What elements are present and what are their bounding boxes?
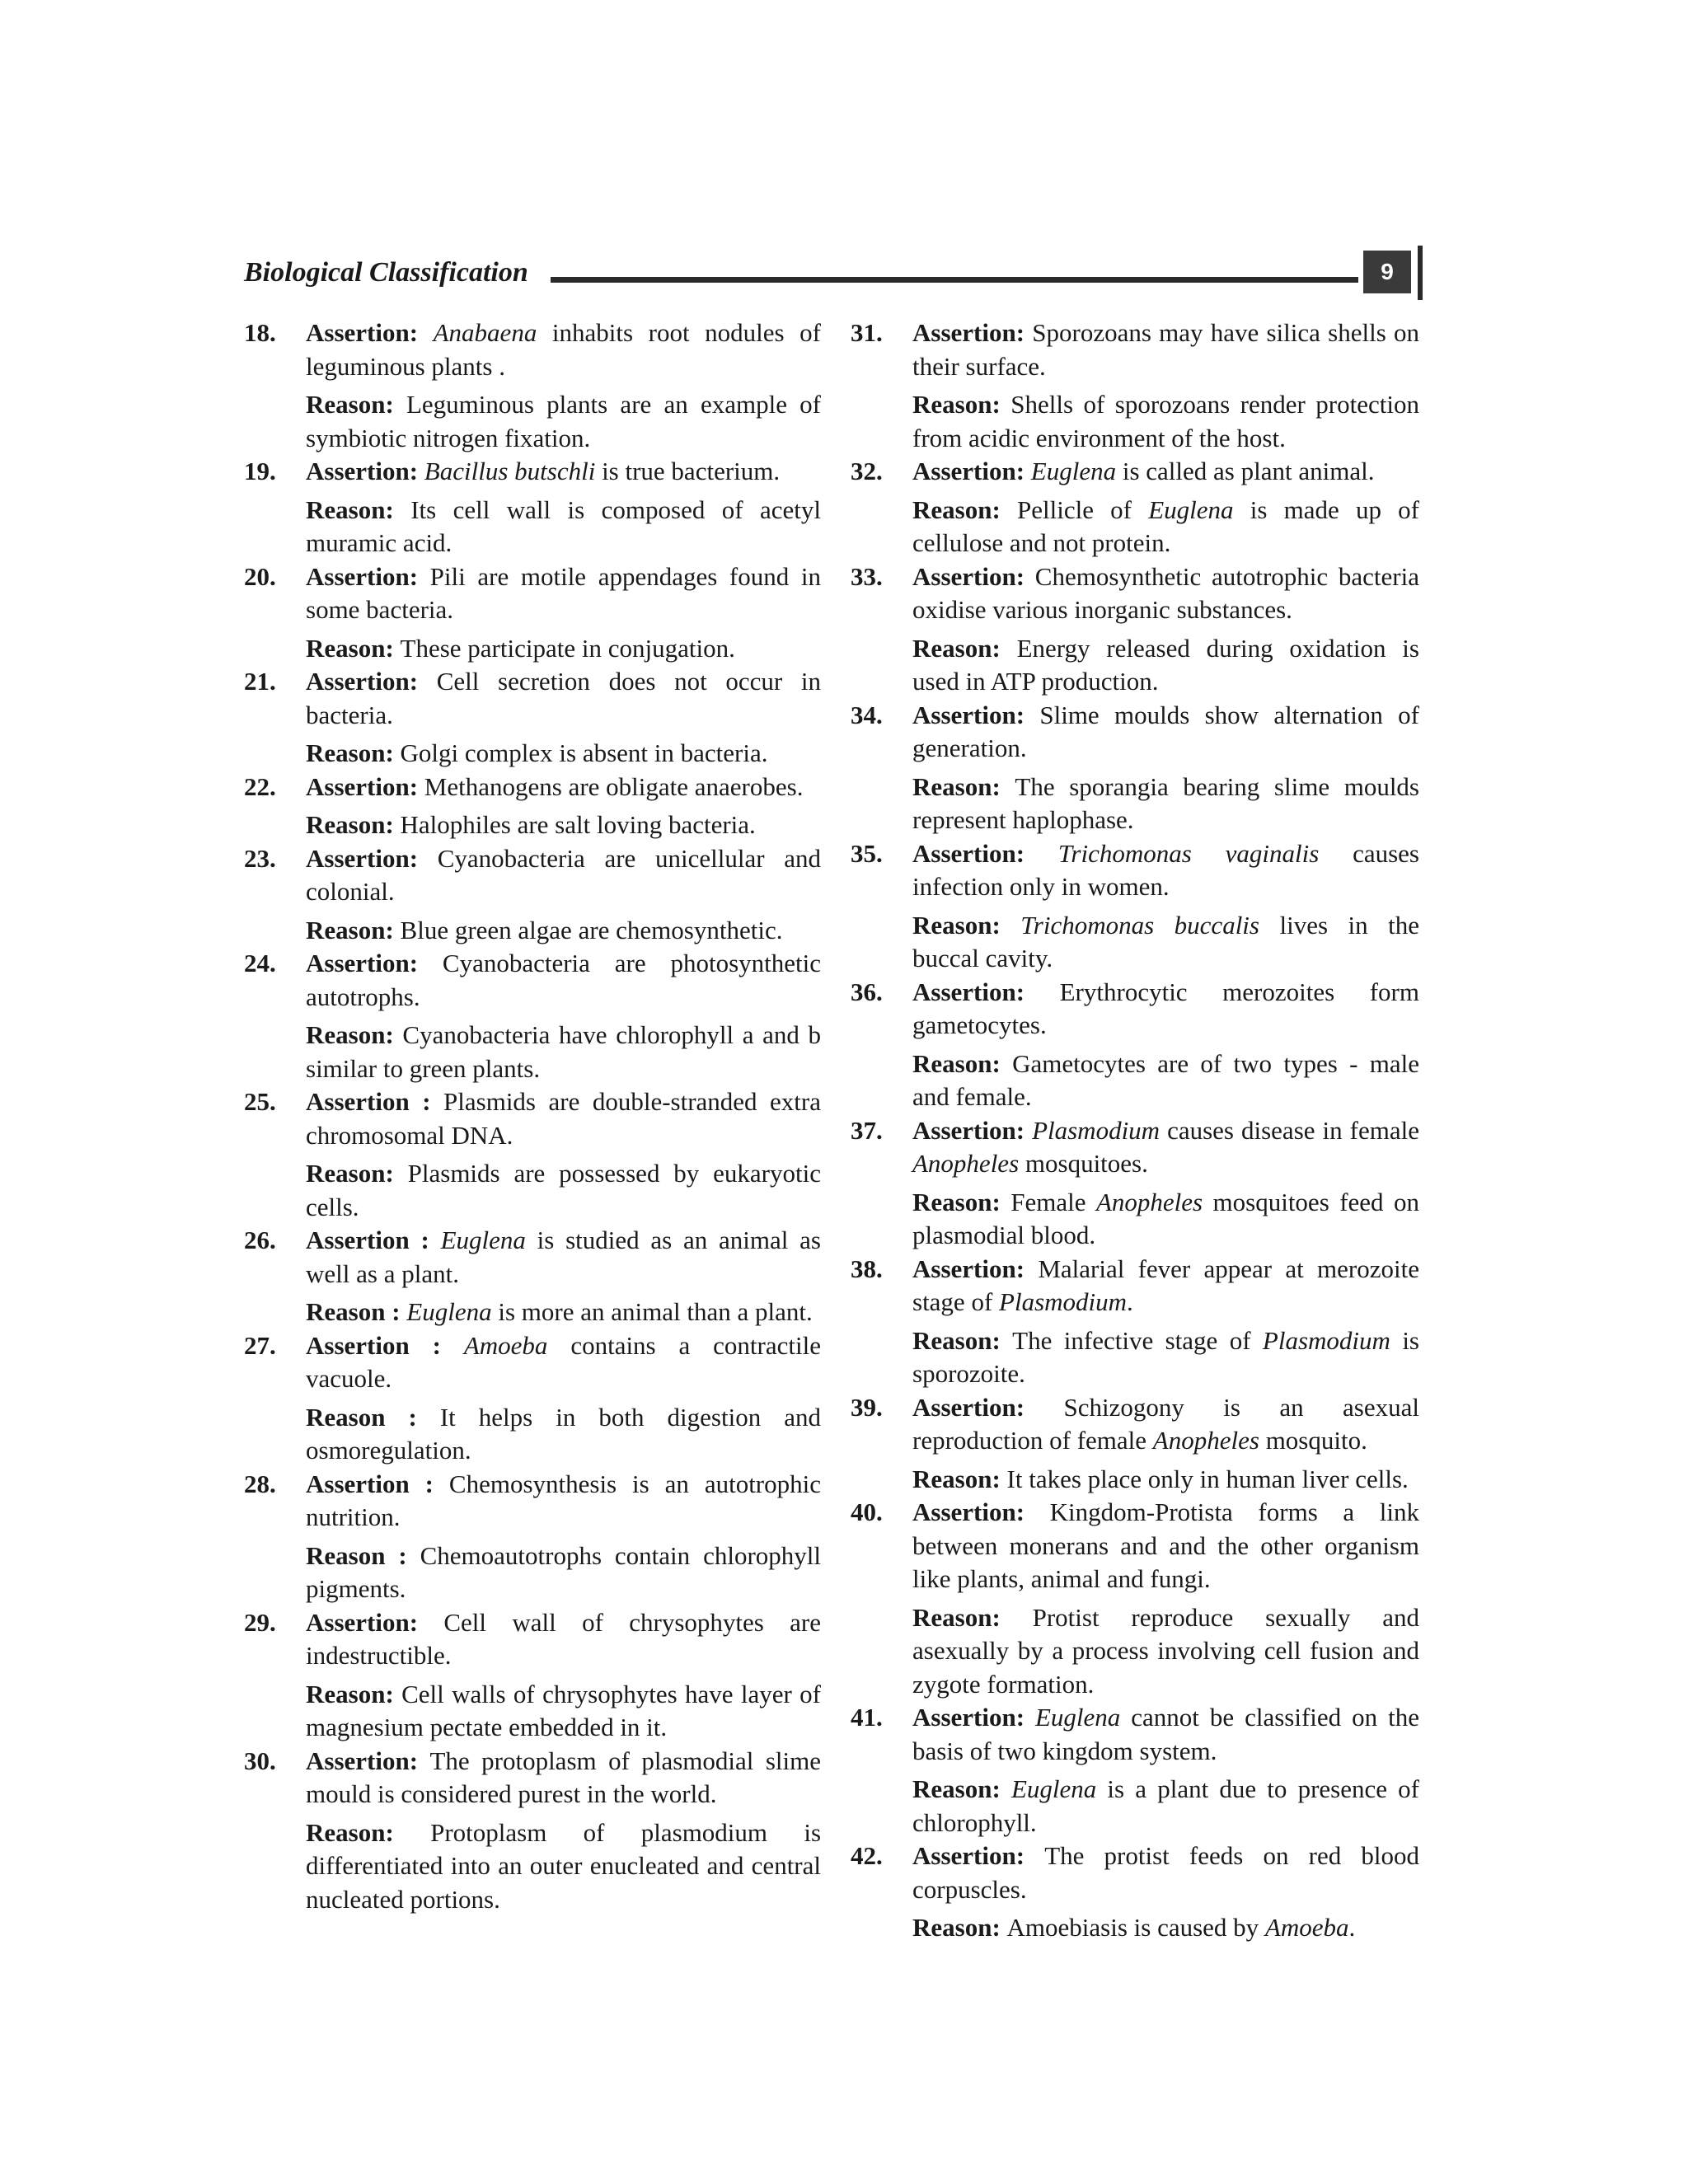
- reason-text: [912, 1773, 1419, 1840]
- reason-label: Reason:: [912, 633, 1017, 663]
- assertion-text: [912, 1496, 1419, 1596]
- question-number: 18.: [244, 318, 276, 347]
- text-run: is sporozoite.: [912, 1325, 1419, 1388]
- reason-text: [306, 1157, 821, 1224]
- italic-text: Plasmodium: [1032, 1115, 1160, 1145]
- reason-label: Reason:: [306, 1020, 403, 1049]
- assertion-text: [912, 560, 1419, 627]
- text-run: is true bacterium.: [595, 457, 781, 485]
- text-run: Blue green algae are chemosynthetic.: [400, 915, 783, 944]
- text-run: Kingdom-Protista forms a link between monerans and and the other organism like plants, animal and fungi.: [912, 1497, 1419, 1593]
- assertion-text: [912, 1701, 1419, 1768]
- reason-label: Reason:: [306, 1159, 408, 1188]
- question-item: [244, 1745, 821, 1917]
- question-number: 30.: [244, 1746, 276, 1775]
- assertion-label: Assertion:: [912, 318, 1033, 347]
- question-item: [244, 1085, 821, 1224]
- italic-text: Euglena: [1030, 457, 1117, 485]
- question-number: 32.: [851, 457, 883, 485]
- assertion-label: Assertion:: [912, 977, 1060, 1006]
- question-item: [244, 1329, 821, 1468]
- assertion-text: [306, 455, 821, 489]
- text-run: These participate in conjugation.: [400, 633, 735, 663]
- left-column: [244, 316, 821, 1916]
- text-run: Leguminous plants are an example of symbiotic nitrogen fixation.: [306, 390, 821, 452]
- text-run: Amoebiasis is caused by: [1006, 1913, 1265, 1942]
- reason-label: Reason:: [912, 1774, 1011, 1803]
- reason-label: Reason:: [912, 1602, 1033, 1632]
- reason-text: [912, 1911, 1419, 1945]
- assertion-text: [306, 771, 821, 804]
- question-item: [851, 455, 1419, 560]
- assertion-label: Assertion:: [912, 838, 1058, 868]
- reason-text: [306, 1401, 821, 1468]
- assertion-text: [306, 947, 821, 1014]
- text-run: Its cell wall is composed of acetyl muramic acid.: [306, 494, 821, 557]
- text-run: mosquitoes.: [1019, 1149, 1148, 1178]
- assertion-text: [912, 976, 1419, 1043]
- question-number: 38.: [851, 1254, 883, 1283]
- assertion-text: [306, 1606, 821, 1673]
- reason-text: [912, 771, 1419, 837]
- assertion-label: Assertion:: [306, 457, 424, 485]
- reason-label: Reason:: [306, 915, 401, 944]
- assertion-text: [306, 665, 821, 732]
- reason-text: [912, 494, 1419, 560]
- text-run: contains a contractile vacuole.: [306, 1330, 821, 1393]
- italic-text: Bacillus butschli: [424, 457, 596, 485]
- reason-label: Reason:: [912, 390, 1011, 419]
- reason-label: Reason:: [306, 738, 401, 767]
- italic-text: Euglena: [1035, 1703, 1121, 1732]
- question-number: 34.: [851, 700, 883, 729]
- text-run: Protoplasm of plasmodium is differentiated into an outer enucleated and central nucleated portions.: [306, 1817, 822, 1914]
- question-item: [851, 1840, 1419, 1945]
- reason-text: [306, 632, 821, 666]
- text-run: Halophiles are salt loving bacteria.: [400, 810, 756, 839]
- assertion-label: Assertion:: [912, 1115, 1033, 1145]
- reason-label: Reason:: [306, 810, 401, 839]
- reason-text: [306, 1296, 821, 1329]
- text-run: Chemoautotrophs contain chlorophyll pigments.: [306, 1540, 821, 1603]
- italic-text: Euglena: [1148, 494, 1234, 524]
- assertion-label: Assertion:: [912, 1254, 1039, 1283]
- reason-label: Reason:: [306, 1817, 431, 1847]
- page-number-bar: [1418, 246, 1423, 300]
- assertion-label: Assertion:: [912, 561, 1035, 591]
- question-item: [244, 1224, 821, 1329]
- reason-text: [912, 1186, 1419, 1253]
- reason-text: [912, 1601, 1419, 1702]
- reason-label: Reason :: [306, 1540, 420, 1570]
- question-item: [244, 771, 821, 842]
- assertion-text: [306, 842, 821, 909]
- text-run: .: [1127, 1287, 1133, 1316]
- assertion-label: Assertion:: [912, 457, 1031, 485]
- text-run: is called as plant animal.: [1116, 457, 1375, 485]
- reason-text: [306, 1540, 821, 1606]
- question-item: [851, 316, 1419, 455]
- text-run: causes infection only in women.: [912, 838, 1419, 901]
- reason-text: [306, 914, 821, 948]
- text-run: Cyanobacteria have chlorophyll a and b similar to green plants.: [306, 1020, 821, 1083]
- text-run: is made up of cellulose and not protein.: [912, 494, 1419, 557]
- assertion-text: [912, 1253, 1419, 1319]
- text-run: lives in the buccal cavity.: [912, 910, 1419, 972]
- reason-text: [306, 808, 821, 842]
- assertion-label: Assertion:: [306, 1746, 430, 1775]
- reason-label: Reason:: [912, 1325, 1013, 1355]
- question-number: 21.: [244, 667, 276, 696]
- assertion-label: Assertion :: [306, 1087, 444, 1116]
- text-run: inhabits root nodules of leguminous plants .: [306, 318, 821, 381]
- reason-label: Reason:: [912, 1464, 1007, 1493]
- assertion-label: Assertion:: [306, 667, 437, 696]
- italic-text: Trichomonas buccalis: [1020, 910, 1259, 940]
- text-run: It helps in both digestion and osmoregulation.: [306, 1402, 821, 1465]
- reason-text: [306, 494, 821, 560]
- question-number: 31.: [851, 318, 883, 347]
- italic-text: Trichomonas vaginalis: [1057, 838, 1320, 868]
- text-run: The protist feeds on red blood corpuscles.: [912, 1841, 1419, 1904]
- text-run: cannot be classified on the basis of two kingdom system.: [912, 1703, 1419, 1765]
- text-run: Cell wall of chrysophytes are indestructible.: [306, 1607, 821, 1670]
- assertion-label: Assertion:: [912, 1392, 1064, 1422]
- assertion-text: [912, 837, 1419, 904]
- question-item: [851, 1496, 1419, 1701]
- reason-label: Reason:: [912, 771, 1015, 801]
- assertion-label: Assertion :: [306, 1330, 464, 1360]
- question-item: [851, 837, 1419, 976]
- question-number: 41.: [851, 1703, 883, 1732]
- text-run: Cell secretion does not occur in bacteria.: [306, 667, 821, 729]
- italic-text: Anabaena: [433, 318, 537, 347]
- question-item: [851, 1701, 1419, 1840]
- text-run: causes disease in female: [1160, 1115, 1419, 1145]
- reason-label: Reason:: [912, 910, 1021, 940]
- reason-text: [912, 632, 1419, 699]
- reason-label: Reason :: [306, 1297, 407, 1326]
- text-run: Female: [1010, 1187, 1096, 1216]
- assertion-text: [912, 316, 1419, 383]
- question-number: 22.: [244, 771, 276, 801]
- text-run: It takes place only in human liver cells.: [1006, 1464, 1409, 1493]
- reason-text: [912, 1463, 1419, 1497]
- reason-text: [306, 1678, 821, 1745]
- page-number: 9: [1363, 251, 1411, 293]
- assertion-label: Assertion :: [306, 1226, 441, 1254]
- right-column: [851, 316, 1419, 1945]
- question-number: 27.: [244, 1330, 276, 1360]
- question-number: 28.: [244, 1469, 276, 1498]
- text-run: is studied as an animal as well as a plant.: [306, 1226, 821, 1288]
- text-run: Golgi complex is absent in bacteria.: [400, 738, 768, 767]
- text-run: Gametocytes are of two types - male and female.: [912, 1048, 1419, 1111]
- assertion-label: Assertion:: [306, 1607, 444, 1637]
- question-item: [851, 1253, 1419, 1391]
- assertion-label: Assertion:: [306, 318, 434, 347]
- assertion-label: Assertion:: [912, 700, 1040, 729]
- assertion-text: [306, 1468, 821, 1535]
- assertion-text: [306, 1224, 821, 1291]
- text-run: Shells of sporozoans render protection from acidic environment of the host.: [912, 390, 1419, 452]
- text-run: Slime moulds show alternation of generation.: [912, 700, 1419, 762]
- chapter-title: Biological Classification: [244, 257, 532, 288]
- text-run: is a plant due to presence of chlorophyll.: [912, 1774, 1419, 1837]
- text-run: Cyanobacteria are photosynthetic autotrophs.: [306, 949, 821, 1011]
- reason-text: [912, 1324, 1419, 1391]
- question-item: [851, 976, 1419, 1114]
- reason-label: Reason:: [912, 1913, 1007, 1942]
- text-run: Erythrocytic merozoites form gametocytes.: [912, 977, 1419, 1039]
- text-run: Plasmids are double-stranded extra chromosomal DNA.: [306, 1087, 821, 1150]
- question-item: [851, 1114, 1419, 1253]
- italic-text: Euglena: [406, 1297, 492, 1326]
- reason-label: Reason:: [306, 633, 401, 663]
- assertion-text: [306, 316, 821, 383]
- reason-label: Reason:: [912, 494, 1017, 524]
- reason-label: Reason:: [912, 1048, 1013, 1078]
- assertion-text: [912, 1114, 1419, 1181]
- text-run: Pili are motile appendages found in some bacteria.: [306, 561, 821, 624]
- text-run: The infective stage of: [1012, 1325, 1263, 1355]
- question-item: [244, 947, 821, 1085]
- question-item: [244, 560, 821, 666]
- question-number: 26.: [244, 1226, 276, 1254]
- assertion-text: [912, 455, 1419, 489]
- reason-label: Reason:: [912, 1187, 1011, 1216]
- italic-text: Anopheles: [912, 1149, 1020, 1178]
- text-run: Sporozoans may have silica shells on their surface.: [912, 318, 1419, 381]
- question-item: [851, 699, 1419, 837]
- text-run: Schizogony is an asexual reproduction of female: [912, 1392, 1419, 1455]
- question-number: 20.: [244, 561, 276, 591]
- question-number: 40.: [851, 1497, 883, 1526]
- text-run: The protoplasm of plasmodial slime mould is considered purest in the world.: [306, 1746, 821, 1808]
- text-run: .: [1348, 1913, 1356, 1942]
- header-rule: [551, 277, 1358, 283]
- assertion-text: [912, 699, 1419, 766]
- text-run: is more an animal than a plant.: [491, 1297, 813, 1326]
- question-item: [244, 455, 821, 560]
- question-number: 23.: [244, 843, 276, 873]
- question-number: 42.: [851, 1841, 883, 1870]
- question-number: 19.: [244, 457, 276, 485]
- reason-text: [306, 1816, 821, 1917]
- text-run: The sporangia bearing slime moulds represent haplophase.: [912, 771, 1420, 834]
- assertion-label: Assertion:: [306, 771, 424, 801]
- assertion-text: [306, 1085, 821, 1152]
- assertion-label: Assertion:: [912, 1497, 1050, 1526]
- question-number: 24.: [244, 949, 276, 977]
- question-number: 37.: [851, 1115, 883, 1145]
- question-number: 25.: [244, 1087, 276, 1116]
- question-item: [851, 560, 1419, 699]
- text-run: Plasmids are possessed by eukaryotic cells.: [306, 1159, 821, 1221]
- assertion-label: Assertion:: [306, 561, 430, 591]
- assertion-label: Assertion:: [306, 949, 443, 977]
- question-number: 29.: [244, 1607, 276, 1637]
- text-run: Energy released during oxidation is used in ATP production.: [912, 633, 1419, 696]
- assertion-label: Assertion:: [912, 1841, 1045, 1870]
- text-run: Methanogens are obligate anaerobes.: [424, 771, 804, 801]
- text-run: Cell walls of chrysophytes have layer of magnesium pectate embedded in it.: [306, 1679, 821, 1741]
- question-number: 35.: [851, 838, 883, 868]
- italic-text: Euglena: [440, 1226, 526, 1254]
- reason-label: Reason:: [306, 494, 411, 524]
- italic-text: Amoeba: [463, 1330, 548, 1360]
- reason-text: [912, 909, 1419, 976]
- text-run: Malarial fever appear at merozoite stage of: [912, 1254, 1419, 1316]
- question-number: 36.: [851, 977, 883, 1006]
- italic-text: Plasmodium: [999, 1287, 1128, 1316]
- question-item: [244, 1468, 821, 1606]
- question-item: [244, 1606, 821, 1745]
- assertion-text: [306, 1745, 821, 1811]
- assertion-label: Assertion:: [912, 1703, 1035, 1732]
- italic-text: Anopheles: [1152, 1426, 1259, 1455]
- assertion-text: [306, 1329, 821, 1396]
- reason-label: Reason:: [306, 390, 406, 419]
- reason-text: [912, 1047, 1419, 1114]
- assertion-label: Assertion:: [306, 843, 438, 873]
- italic-text: Amoeba: [1264, 1913, 1349, 1942]
- assertion-text: [912, 1391, 1419, 1458]
- reason-text: [306, 388, 821, 455]
- reason-text: [306, 1019, 821, 1085]
- question-item: [851, 1391, 1419, 1497]
- italic-text: Anopheles: [1095, 1187, 1203, 1216]
- text-run: mosquitoes feed on plasmodial blood.: [912, 1187, 1419, 1249]
- reason-text: [306, 737, 821, 771]
- italic-text: Euglena: [1010, 1774, 1097, 1803]
- italic-text: Plasmodium: [1262, 1325, 1390, 1355]
- question-number: 33.: [851, 561, 883, 591]
- reason-label: Reason :: [306, 1402, 440, 1432]
- text-run: Protist reproduce sexually and asexually by a process involving cell fusion and zygote formation.: [912, 1602, 1419, 1699]
- question-item: [244, 316, 821, 455]
- text-run: mosquito.: [1259, 1426, 1367, 1455]
- assertion-label: Assertion :: [306, 1469, 449, 1498]
- text-run: Cyanobacteria are unicellular and colonial.: [306, 843, 821, 906]
- page-header: [244, 246, 1423, 300]
- assertion-text: [306, 560, 821, 627]
- assertion-text: [912, 1840, 1419, 1906]
- question-item: [244, 842, 821, 948]
- text-run: Pellicle of: [1016, 494, 1149, 524]
- reason-label: Reason:: [306, 1679, 402, 1708]
- text-run: Chemosynthetic autotrophic bacteria oxidise various inorganic substances.: [912, 561, 1419, 624]
- question-item: [244, 665, 821, 771]
- question-number: 39.: [851, 1392, 883, 1422]
- reason-text: [912, 388, 1419, 455]
- text-run: Chemosynthesis is an autotrophic nutrition.: [306, 1469, 821, 1531]
